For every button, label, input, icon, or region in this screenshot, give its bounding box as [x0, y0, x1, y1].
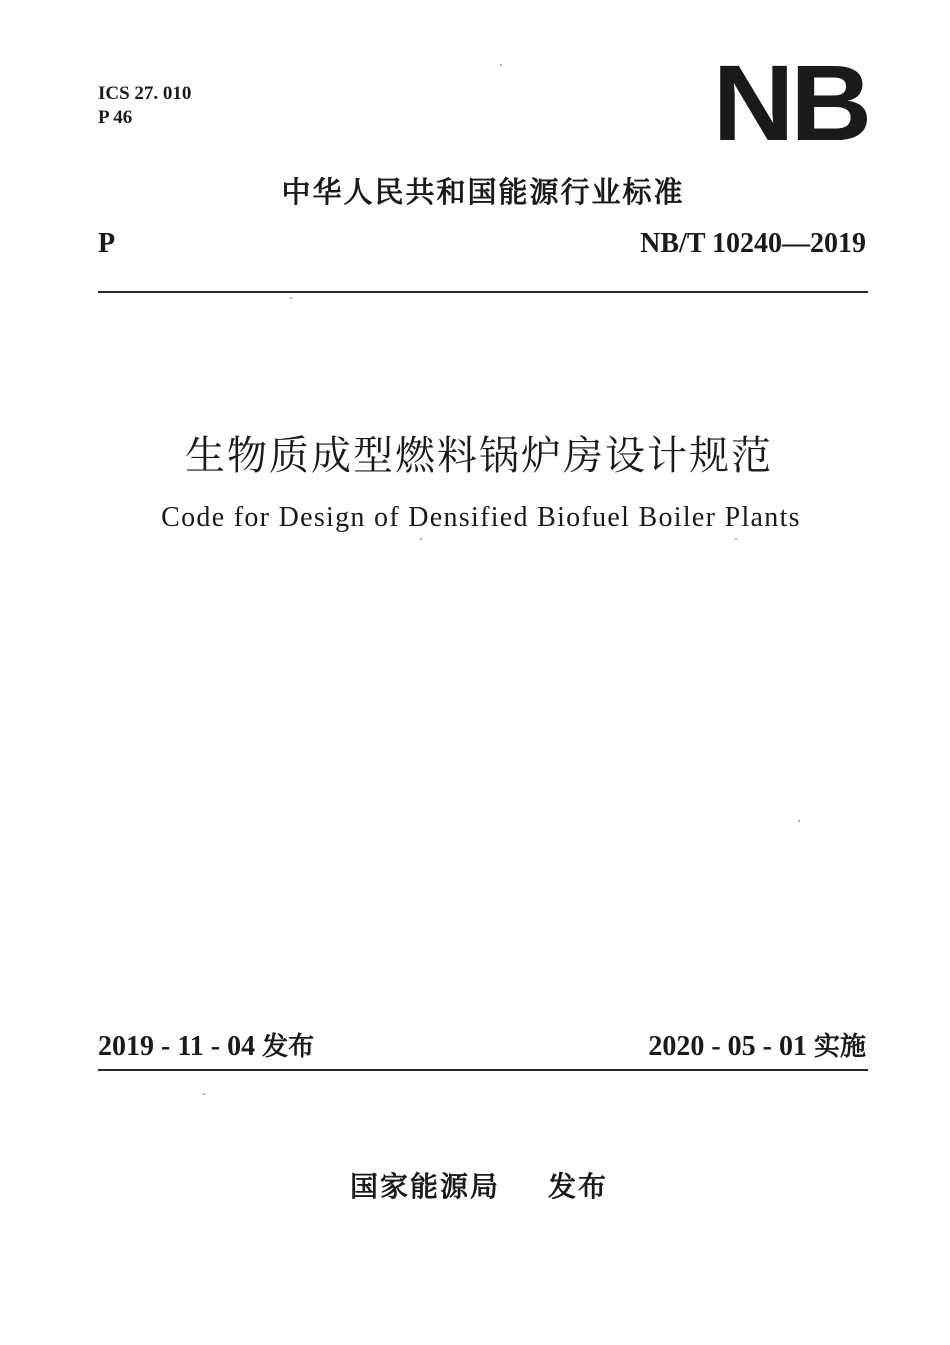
implementation-date-line	[648, 1026, 866, 1063]
implementation-date: 2020 - 05 - 01	[648, 1031, 807, 1062]
scan-speck	[203, 1093, 205, 1095]
scan-speck	[735, 538, 737, 540]
scan-speck	[798, 820, 800, 822]
ccs-code: P 46	[98, 107, 133, 128]
scan-speck	[500, 64, 502, 66]
implementation-label: 实施	[813, 1032, 866, 1062]
scan-speck	[420, 538, 422, 540]
title-english: Code for Design of Densified Biofuel Boiler Plants	[161, 502, 801, 533]
publisher-name: 国家能源局	[350, 1170, 501, 1203]
nb-logo: NB	[712, 42, 868, 163]
issue-date-line	[98, 1026, 314, 1063]
category-letter: P	[98, 228, 116, 259]
issue-date: 2019 - 11 - 04	[98, 1031, 256, 1062]
ics-codes	[98, 82, 191, 130]
issue-label: 发布	[262, 1032, 315, 1062]
publisher-action: 发布	[548, 1170, 609, 1203]
bottom-divider	[98, 1069, 868, 1071]
top-divider	[98, 291, 868, 293]
publisher-line	[350, 1165, 608, 1205]
standard-classification: 中华人民共和国能源行业标准	[281, 175, 685, 209]
title-chinese: 生物质成型燃料锅炉房设计规范	[185, 433, 773, 479]
ics-code: ICS 27. 010	[98, 83, 192, 104]
scan-speck	[290, 297, 292, 299]
standard-number: NB/T 10240—2019	[640, 228, 866, 259]
